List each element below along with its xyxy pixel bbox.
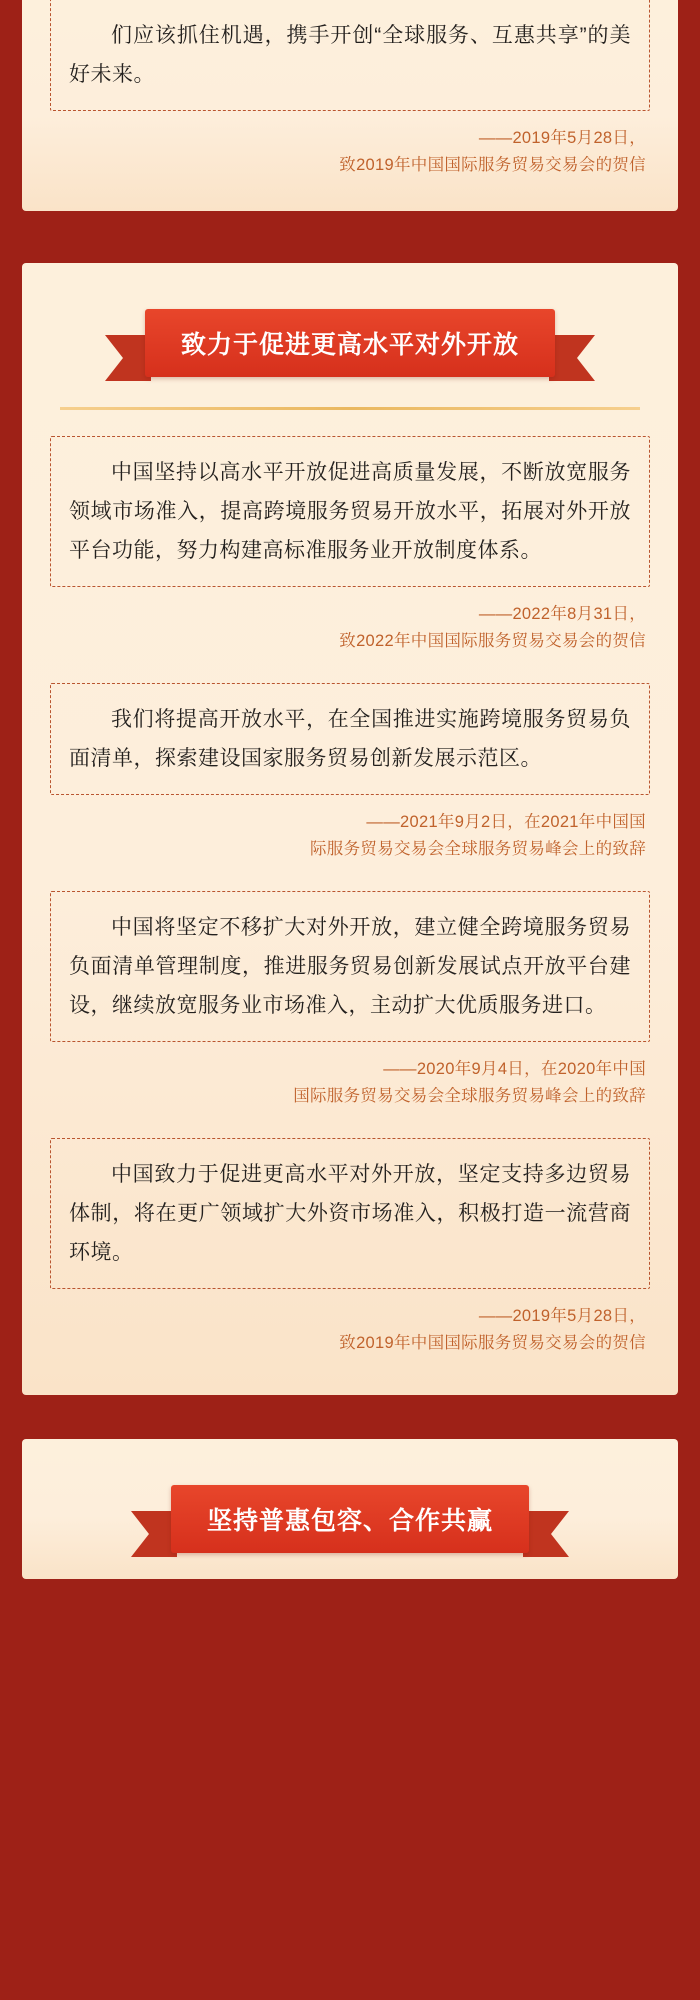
quote-item: [50, 1138, 650, 1357]
quote-text: 我们将提高开放水平，在全国推进实施跨境服务贸易负面清单，探索建设国家服务贸易创新发展示范区。: [69, 708, 631, 770]
source-line: 国际服务贸易交易会全球服务贸易峰会上的致辞: [293, 1087, 646, 1105]
section-gap: [0, 211, 700, 263]
ribbon: [145, 309, 555, 377]
quote-item: [50, 0, 650, 179]
source-line: 致2022年中国国际服务贸易交易会的贺信: [339, 632, 646, 650]
quote-box: [50, 436, 650, 587]
source-line: ——2020年9月4日，在2020年中国: [383, 1060, 646, 1078]
ribbon: [171, 1485, 529, 1553]
quote-source: [54, 601, 646, 655]
section-banner: [22, 263, 678, 377]
quote-list: [22, 0, 678, 211]
quote-text: 中国将坚定不移扩大对外开放，建立健全跨境服务贸易负面清单管理制度，推进服务贸易创新发展试点开放平台建设，继续放宽服务业市场准入，主动扩大优质服务进口。: [69, 916, 631, 1017]
section-top-partial: [22, 0, 678, 211]
ribbon-tail-right-icon: [549, 335, 595, 381]
source-line: ——2019年5月28日，: [478, 129, 646, 147]
section-title: 坚持普惠包容、合作共赢: [171, 1485, 529, 1553]
section-bottom-pad: [22, 1553, 678, 1579]
quote-box: [50, 1138, 650, 1289]
quote-text: 中国坚持以高水平开放促进高质量发展，不断放宽服务领域市场准入，提高跨境服务贸易开放水平，拓展对外开放平台功能，努力构建高标准服务业开放制度体系。: [69, 461, 631, 562]
section-gap: [0, 1395, 700, 1439]
ribbon-tail-right-icon: [523, 1511, 569, 1557]
section-open-up: [22, 263, 678, 1395]
quote-source: [54, 1303, 646, 1357]
quote-box: [50, 891, 650, 1042]
quote-item: [50, 436, 650, 655]
quote-source: [54, 809, 646, 863]
source-line: ——2019年5月28日，: [478, 1307, 646, 1325]
source-line: ——2021年9月2日，在2021年中国国: [366, 813, 646, 831]
quote-box: [50, 683, 650, 795]
quote-box: [50, 0, 650, 111]
quote-source: [54, 125, 646, 179]
section-title: 致力于促进更高水平对外开放: [145, 309, 555, 377]
quote-text: 们应该抓住机遇，携手开创“全球服务、互惠共享”的美好未来。: [69, 24, 631, 86]
section-banner: [22, 1439, 678, 1553]
section-inclusive: [22, 1439, 678, 1579]
source-line: 致2019年中国国际服务贸易交易会的贺信: [339, 156, 646, 174]
quote-text: 中国致力于促进更高水平对外开放，坚定支持多边贸易体制，将在更广领域扩大外资市场准入，积极打造一流营商环境。: [69, 1163, 631, 1264]
quote-source: [54, 1056, 646, 1110]
source-line: 际服务贸易交易会全球服务贸易峰会上的致辞: [310, 840, 646, 858]
quote-item: [50, 891, 650, 1110]
source-line: 致2019年中国国际服务贸易交易会的贺信: [339, 1334, 646, 1352]
quote-item: [50, 683, 650, 863]
source-line: ——2022年8月31日，: [478, 605, 646, 623]
quote-list: [22, 410, 678, 1395]
